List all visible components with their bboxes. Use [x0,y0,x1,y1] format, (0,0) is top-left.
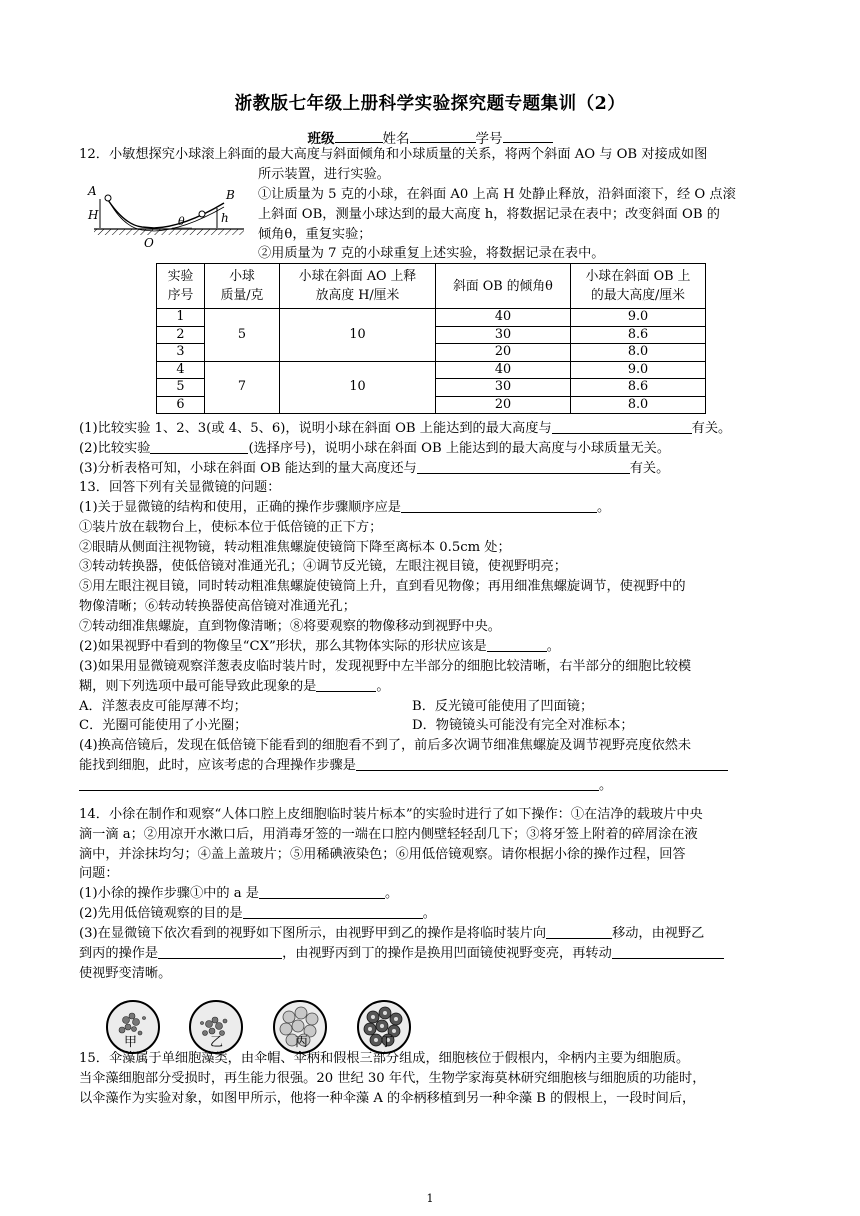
q13-step1: ①装片放在载物台上，使标本位于低倍镜的正下方； [79,520,383,535]
th-angle: 斜面 OB 的倾角θ [436,264,571,309]
cell-angle: 30 [436,379,571,397]
table-row [157,309,706,327]
label-B: B [226,188,235,202]
q14-sub1-text: (1)小徐的操作步骤①中的 a 是 [79,886,259,901]
cell-max-height: 8.6 [571,326,706,344]
cell-mass-group1: 5 [205,309,280,362]
page-number: 1 [426,1192,434,1205]
q12-step1-line2: 上斜面 OB，测量小球达到的最大高度 h，将数据记录在表中；改变斜面 OB 的 [258,207,720,222]
q13-sub1-end: 。 [597,500,611,515]
th-mass: 小球 质量/克 [205,264,280,309]
th-trial: 实验 序号 [157,264,205,309]
class-blank[interactable] [335,129,383,143]
cell-mass-group2: 7 [205,361,280,414]
label-theta: θ [178,215,185,228]
q13-sub3-end: 。 [376,679,390,694]
ground-hatch [94,229,244,235]
q13-sub3-line1: (3)如果用显微镜观察洋葱表皮临时装片时，发现视野中左半部分的细胞比较清晰，右半部分的细胞比较模 [79,659,692,674]
th-release-height: 小球在斜面 AO 上释 放高度 H/厘米 [280,264,436,309]
q14-sub3-text4: ，由视野丙到丁的操作是换用凹面镜使视野变亮，再转动 [282,946,612,961]
q12-line2: 所示装置，进行实验。 [258,167,390,182]
cell-max-height: 8.0 [571,344,706,362]
name-blank[interactable] [410,129,476,143]
student-info-line [0,127,860,147]
q14-sub2 [79,904,436,924]
q13-sub4-text: 能找到细胞，此时，应该考虑的合理操作步骤是 [79,758,356,773]
q13-sub3-text: 糊，则下列选项中最可能导致此现象的是 [79,679,317,694]
q12-sub3 [79,459,669,479]
q14-sub3-text3: 到丙的操作是 [79,946,159,961]
q14-sub1-end: 。 [385,886,399,901]
q13-sub2-blank[interactable] [487,637,547,652]
ramp-track [106,197,224,228]
number-label: 学号 [475,131,503,147]
q14-line2: 滴一滴 a；②用凉开水漱口后，用消毒牙签的一端在口腔内侧壁轻轻刮几下；③将牙签上附着的碎屑涂在液 [79,827,698,842]
q14-sub3-text2: 移动，由视野乙 [612,926,705,941]
q13-sub2 [79,637,560,657]
cell-max-height: 9.0 [571,361,706,379]
q12-data-table [156,263,706,414]
q13-option-d: D．物镜镜头可能没有完全对准标本； [412,718,634,733]
label-A: A [88,185,97,198]
cell-max-height: 8.0 [571,396,706,414]
q13-step7: ⑦转动细准焦螺旋，直到物像清晰；⑧将要观察的物像移动到视野中央。 [79,619,501,634]
q13-option-c: C．光圈可能使用了小光圈； [79,718,248,733]
q13-step5-line2: 物像清晰；⑥转动转换器使高倍镜对准通光孔； [79,599,356,614]
ramp-figure [84,185,254,250]
q12-sub1 [79,419,731,439]
view-label-yi: 乙 [210,1035,224,1050]
cell-max-height: 8.6 [571,379,706,397]
label-H: H [88,208,99,222]
cell-angle: 20 [436,344,571,362]
q12-line1: 12．小敏想探究小球滚上斜面的最大高度与斜面倾角和小球质量的关系，将两个斜面 AO 与 OB 对接成如图 [79,147,708,162]
cell-max-height: 9.0 [571,309,706,327]
cell-trial: 2 [157,326,205,344]
cell-angle: 40 [436,309,571,327]
q12-sub3-blank[interactable] [417,459,630,474]
q13-option-b: B．反光镜可能使用了凹面镜； [412,699,594,714]
th-max-height: 小球在斜面 OB 上 的最大高度/厘米 [571,264,706,309]
cell-trial: 1 [157,309,205,327]
q14-sub1-blank[interactable] [259,884,385,899]
cell-trial: 4 [157,361,205,379]
q13-sub4-line2 [79,756,728,776]
q14-line4: 问题： [79,866,119,881]
label-O: O [144,236,154,250]
class-label: 班级 [307,131,335,147]
q12-sub3-text: (3)分析表格可知，小球在斜面 OB 能达到的量大高度还与 [79,461,417,476]
cell-angle: 30 [436,326,571,344]
q13-sub4-line1: (4)换高倍镜后，发现在低倍镜下能看到的细胞看不到了，前后多次调节细准焦螺旋及调节视野亮度依然未 [79,738,692,753]
q13-sub2-end: 。 [546,639,560,654]
q15-line1: 15．伞藻属于单细胞藻类，由伞帽、伞柄和假根三部分组成，细胞核位于假根内，伞柄内主要为细胞质。 [79,1051,690,1066]
q14-sub3-blank1[interactable] [546,924,612,939]
q12-step1-line1: ①让质量为 5 克的小球，在斜面 A0 上高 H 处静止释放，沿斜面滚下，经 O 点滚 [258,187,736,202]
q14-sub3-blank2[interactable] [158,944,282,959]
cell-height-group1: 10 [280,309,436,362]
q14-sub1 [79,884,398,904]
cell-trial: 6 [157,396,205,414]
q12-step2: ②用质量为 7 克的小球重复上述实验，将数据记录在表中。 [258,246,605,261]
q13-step5-line1: ⑤用左眼注视目镜，同时转动粗准焦螺旋使镜筒上升，直到看见物像；再用细准焦螺旋调节，使视野中的 [79,579,686,594]
view-label-ding: 丁 [380,1035,394,1050]
name-label: 姓名 [382,131,410,147]
q14-sub3-line2 [79,944,724,964]
q12-sub3-end: 有关。 [629,461,670,476]
cell-height-group2: 10 [280,361,436,414]
q13-sub3-line2 [79,677,390,697]
q14-sub3-blank3[interactable] [612,944,724,959]
view-label-bing: 丙 [295,1035,309,1050]
q13-sub2-text: (2)如果视野中看到的物像呈“CX”形状，那么其物体实际的形状应该是 [79,639,487,654]
q14-sub2-blank[interactable] [243,904,423,919]
number-blank[interactable] [503,129,553,143]
q14-sub2-end: 。 [422,906,436,921]
q12-sub2-text: (2)比较实验 [79,441,151,456]
q14-sub3-line1 [79,924,704,944]
q13-step3: ③转动转换器，使低倍镜对准通光孔；④调节反光镜，左眼注视目镜，使视野明亮； [79,559,567,574]
q12-sub2 [79,439,670,459]
q12-step1-line3: 倾角θ，重复实验； [258,227,372,242]
ball-start [105,195,111,201]
q13-step2: ②眼睛从侧面注视物镜，转动粗准焦螺旋使镜筒下降至离标本 0.5cm 处； [79,540,511,555]
q13-sub1-text: (1)关于显微镜的结构和使用，正确的操作步骤顺序应是 [79,500,401,515]
q13-sub3-blank[interactable] [316,677,376,692]
q13-line1: 13．回答下列有关显微镜的问题： [79,480,281,495]
q12-sub2-blank[interactable] [150,439,248,454]
page-title: 浙教版七年级上册科学实验探究题专题集训（2） [234,94,626,114]
view-label-jia: 甲 [124,1035,138,1050]
q12-sub1-text: (1)比较实验 1、2、3(或 4、5、6)，说明小球在斜面 OB 上能达到的最大高度与 [79,421,552,436]
q14-sub3-text: (3)在显微镜下依次看到的视野如下图所示，由视野甲到乙的操作是将临时装片向 [79,926,547,941]
q14-sub2-text: (2)先用低倍镜观察的目的是 [79,906,243,921]
cell-angle: 40 [436,361,571,379]
q14-line3: 滴中，并涂抹均匀；④盖上盖玻片；⑤用稀碘液染色；⑥用低倍镜观察。请你根据小徐的操作过程，回答 [79,847,686,862]
ball-end [199,211,205,217]
q12-sub2-end: (选择序号)，说明小球在斜面 OB 上能达到的最大高度与小球质量无关。 [248,441,671,456]
q12-sub1-blank[interactable] [552,419,692,434]
q13-sub1 [79,498,610,518]
q15-line2: 当伞藻细胞部分受损时，再生能力很强。20 世纪 30 年代，生物学家海莫林研究细胞核与细胞质的功能时， [79,1071,706,1086]
cell-trial: 5 [157,379,205,397]
q13-sub4-end: 。 [599,778,613,793]
q14-line1: 14．小徐在制作和观察“人体口腔上皮细胞临时装片标本”的实验时进行了如下操作：①在洁净的载玻片中央 [79,807,703,822]
q13-sub1-blank[interactable] [401,498,597,513]
q14-sub3-line3: 使视野变清晰。 [79,966,172,981]
q13-sub4-line3 [79,776,612,796]
table-row [157,361,706,379]
label-h: h [221,211,229,225]
q13-sub4-blank1[interactable] [356,756,728,771]
q12-sub1-end: 有关。 [691,421,732,436]
q13-option-a: A．洋葱表皮可能厚薄不均； [79,699,247,714]
cell-trial: 3 [157,344,205,362]
q15-line3: 以伞藻作为实验对象，如图甲所示，他将一种伞藻 A 的伞柄移植到另一种伞藻 B 的假根上，一段时间后， [79,1091,696,1106]
q13-sub4-blank2[interactable] [79,776,599,791]
cell-angle: 20 [436,396,571,414]
